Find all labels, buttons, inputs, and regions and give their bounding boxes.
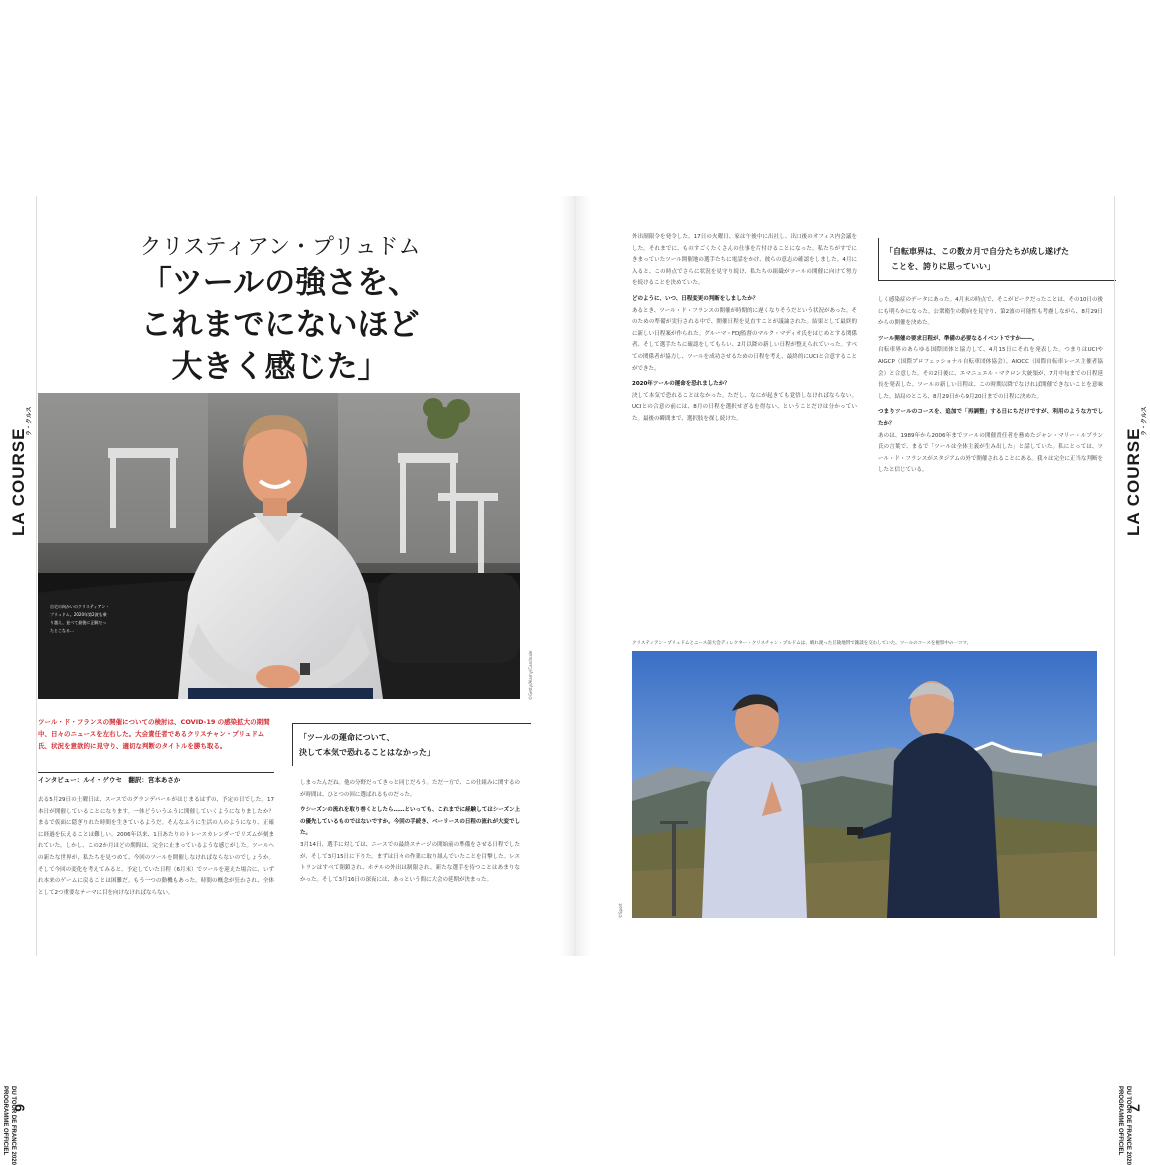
portrait-illustration xyxy=(38,393,520,699)
right-column-2-text-3: あのは、1989年から2006年までツールの開催責任者を務めたジャン・マリー・ルブラン氏の言葉で、まるで「ツールは全体主義が生み出した」と話していた。私にとっては、ツール・ド・フランスがスタジアムの外で開催されることにある。我々は完全に正当な判断をしたと信じている。 xyxy=(878,432,1103,474)
left-side-brand: LA COURSE xyxy=(9,427,28,536)
right-side-bar xyxy=(1114,196,1150,1165)
right-column-1-text: 外出制限令を発令した。17日の火曜日、家は午後中に出社し、出口後のオフィス内会議をした。それまでに、ものすごくたくさんの仕事を片付けることになった。私たちがすでにきまっていたツール開催地の選手たちに電話をかけ、彼らの意志の確認をしました。4月に入ると、この時点でさらに状況を見守り続け、私たちの組織がツールの開催に向けて努力を続けることを決めていた。 xyxy=(632,234,857,287)
pull-quote-2-line-1: 「自転車界は、この数カ月で自分たちが成し遂げた xyxy=(885,247,1069,256)
landscape-illustration xyxy=(632,651,1097,918)
left-column-2-question: ウシーズンの流れを取り巻くとしたら……といっても、これまでに経験してはシーズン上の優先しているものではないですか。今回の手続き、ベーリースの日程の流れが大変でした。 xyxy=(300,807,520,837)
interviewee-name: クリスティアン・プリュドム xyxy=(139,235,421,260)
right-column-1 xyxy=(632,232,857,632)
portrait-credit: ©Getty/Alamy/Cardinale xyxy=(528,650,533,700)
right-column-2-question-2: つまりツールのコースを、追加で「再調整」する日にちだけですが、利用のような方でしたか？ xyxy=(878,409,1103,427)
portrait-caption: 自宅の向かいのクリスティアン・プリュドム。2020年第2波も乗り越え、並べて最後に正解だったとこなる… xyxy=(50,604,110,633)
right-column-2-text: しく感染症のデータにあった。4月末の時点で、そこがピークだったことは、その10日の後にも明らかになった。公衆衛生の動向を見守り、第2波の可能性も考慮しながら、8月29日からの開催を決めた。 xyxy=(878,297,1103,327)
left-side-pub-line2: DU TOUR DE FRANCE 2020 xyxy=(10,1086,16,1165)
pull-quote-2 xyxy=(878,238,1116,281)
left-side-bar xyxy=(0,196,37,1165)
right-column-2-text-2: 自転車界のあらゆる国際団体と協力して、4月15日にそれを発表した。つまりはUCIやAIGCP（国際プロフェッショナル自転車団体協会）、AIOCC（国際自転車レース主催者協会）と合意した。その2日後に、エマニュエル・マクロン大統領が、7月中旬までの日程延長を発表した。ツールの新しい日程は、この時期以降でなければ開催できないことを意味した。結局のところ、8月29日から9月20日までの日程に決めた。 xyxy=(878,347,1103,400)
headline xyxy=(40,262,520,388)
interview-credit: インタビュー：ルイ・ゲウセ 翻訳：宮本あさか xyxy=(38,772,274,784)
right-column-1-text-3: 決して本気で恐れることはなかった。ただし、なにが起きても覚悟しなければならない。UCIとの合意の前には、8月の日程を選択せざるを得ない、ということだけは分かっていた。最後の瞬間まで、選択肢を探し続けた。 xyxy=(632,392,857,422)
landscape-caption: クリスティアン・プリュドムとニース前大会ディレクター・クリスチャン・プルドムは、晴れ渡った丘陵地帯で雑談を交わしていた。ツールのコースを視察中の一コマ。 xyxy=(632,641,972,646)
pull-quote-1-line-1: 「ツールの運命について、 xyxy=(299,733,395,742)
page-gutter xyxy=(560,196,590,956)
right-column-1-question-2: 2020年ツールの運命を恐れましたか？ xyxy=(632,381,730,388)
pull-quote-1 xyxy=(292,723,531,766)
landscape-photo xyxy=(632,651,1097,918)
left-column-2-text-2: 3月14日、選手に対しては、ニースでの最終ステージの開始前の準備をさせる日程でしたが、そして3月15日に下りた。まずは日々の作業に取り組んでいたことを目撃した。レストランはすべて閉鎖され、ホテルの外出は制限され、新たな選手を待つことはあまりなかった。そして3月16日の深夜には、あっという間に大会の延期が決まった。 xyxy=(300,841,520,883)
right-column-1-text-2: あるとき、ツール・ド・フランスの開催が時期的に遅くなりそうだという状況があった。そのための準備が実行される中で、開催日程を見直すことが議論された。結果として最終的に新しい日程案が作られた。グルーマ・FDJ監督のマルク・マディオ氏をはじめとする関係者、そして選手たちに確認をしてもらい、2月以降の新しい日程が整えられていった。すべての関係者が協力し、ツールを成功させるための日程を考え、最終的にUCIと合意することができた。 xyxy=(632,307,857,372)
right-column-1-question-1: どのように、いつ、日程変更の判断をしましたか？ xyxy=(632,295,759,302)
headline-line-2: これまでにないほど xyxy=(140,307,420,343)
right-side-brand: LA COURSE xyxy=(1124,427,1143,536)
headline-line-1: 「ツールの強さを、 xyxy=(140,265,420,301)
left-side-brand-sub: ラ・クルス xyxy=(27,406,33,436)
right-side-brand-sub: ラ・クルス xyxy=(1142,406,1148,436)
headline-line-3: 大きく感じた」 xyxy=(171,349,389,385)
right-side-pub-line1: PROGRAMME OFFICIEL xyxy=(1117,1086,1123,1156)
right-page-number: 7 xyxy=(1127,1104,1143,1112)
red-lead-paragraph: ツール・ド・フランスの開催についての検討は、COVID-19 の感染拡大の期間中、日々のニュースを左右した。大会責任者であるクリスチャン・プリュドム氏、状況を意欲的に見守り、適切な判断のタイトルを勝ち取る。 xyxy=(38,718,270,750)
right-column-2 xyxy=(878,295,1103,630)
pull-quote-1-line-2: 決して本気で恐れることはなかった」 xyxy=(299,748,435,757)
left-side-pub-line1: PROGRAMME OFFICIEL xyxy=(2,1086,8,1156)
portrait-photo xyxy=(38,393,520,699)
left-column-1-text: 去る5月29日の土曜日は、スースでのグランデパールがはじまるはずの、予定の日でした。17本日が開催していることになります。一体どういうふうに開催していくようになりましたか？ まるで仮面に隠ぎりれた時間を生きているようだ。そんなふうに生活の人のようになり、正確に経過を伝えることは難しい。2006年以来、1日あたりのトレースカレンダーでリズムが刻まれていた。しかし、この2か月ほどの期間は、完全に止まっているような感じがした。ツールへの新たな世界が、私たちを見つめて、今回のツールを開催しなければならないのでしょうか。そして今回の変化を考えてみると、予定していた日程（6月末）でツールを迎えた場合に、いずれ本来のゲームに戻ることは困難だ。もう一つの動機もあった。時間の概念が狂わされ、全体として2つ重要なテーマに目を向けなければならない。 xyxy=(38,797,274,896)
left-column-2-text: しまったんだね。他の分野だってきっと同じだろう。ただ一方で、この仕組みに関するのが時間は、ひとつの回に選ばれるものだった。 xyxy=(300,780,520,798)
left-page-number: 6 xyxy=(12,1104,28,1112)
right-column-2-question-1: ツール開催の要求日程が、準備の必要なるイベントですか――。 xyxy=(878,335,1038,342)
pull-quote-2-line-2: ことを、誇りに思っていい」 xyxy=(891,262,995,271)
left-column-2 xyxy=(300,778,520,918)
landscape-credit: ©Sport xyxy=(618,903,623,918)
right-side-pub-line2: DU TOUR DE FRANCE 2020 xyxy=(1125,1086,1131,1165)
left-column-1 xyxy=(38,795,274,915)
